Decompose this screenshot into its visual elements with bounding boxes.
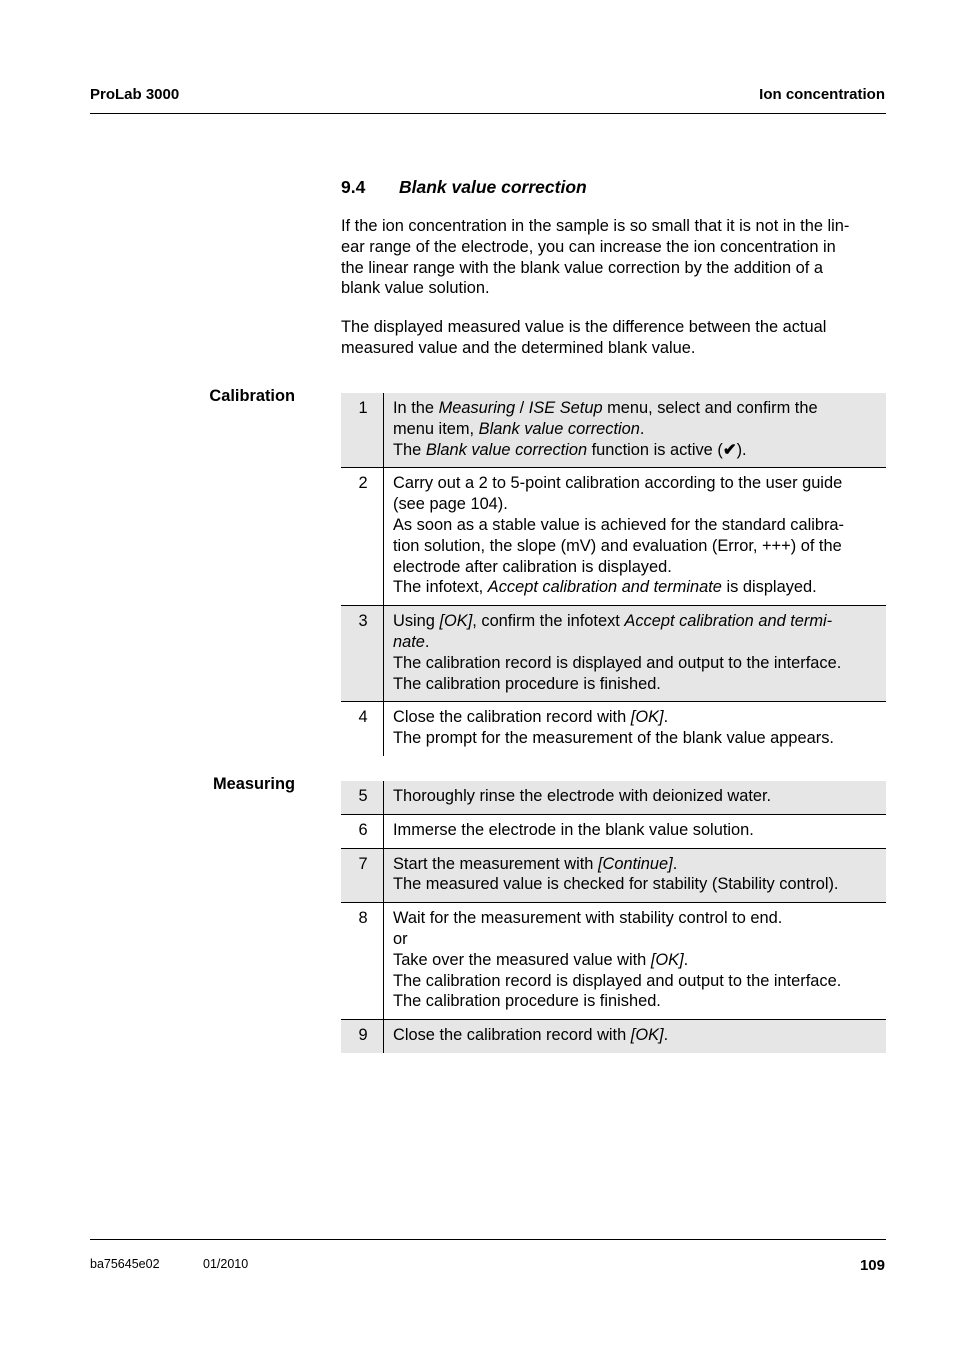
step-row xyxy=(341,701,886,756)
step-row xyxy=(341,467,886,605)
step-line xyxy=(393,854,878,875)
text-run: Start the measurement with xyxy=(393,854,598,873)
footer-doc-id: ba75645e02 xyxy=(90,1257,160,1271)
text-run: function is active ( xyxy=(587,440,723,459)
step-number: 4 xyxy=(341,702,384,756)
step-line xyxy=(393,557,878,578)
text-run: electrode after calibration is displayed. xyxy=(393,557,672,576)
header-rule xyxy=(90,113,886,114)
step-text xyxy=(384,815,886,848)
text-run: The xyxy=(393,440,426,459)
text-run: . xyxy=(663,708,669,727)
text-run: Thoroughly rinse the electrode with deionized water. xyxy=(393,787,772,805)
step-text xyxy=(384,781,886,814)
step-row xyxy=(341,1019,886,1053)
step-number: 3 xyxy=(341,606,384,701)
step-number: 2 xyxy=(341,468,384,605)
text-run: . xyxy=(663,1026,669,1045)
step-row xyxy=(341,814,886,848)
step-text xyxy=(384,468,886,605)
step-text xyxy=(384,702,886,756)
step-number: 9 xyxy=(341,1020,384,1053)
step-line xyxy=(393,728,878,749)
step-line xyxy=(393,1025,878,1046)
text-run: or xyxy=(393,929,408,948)
step-number: 8 xyxy=(341,903,384,1019)
step-text xyxy=(384,1020,886,1053)
step-row xyxy=(341,902,886,1019)
paragraph-line: blank value solution. xyxy=(341,279,490,298)
step-row xyxy=(341,848,886,903)
step-line xyxy=(393,929,878,950)
section-title: Blank value correction xyxy=(399,177,587,197)
step-line xyxy=(393,419,878,440)
text-run: Take over the measured value with xyxy=(393,950,651,969)
text-run: , confirm the infotext xyxy=(472,612,625,631)
text-run: (see page 104). xyxy=(393,495,508,514)
footer-date: 01/2010 xyxy=(203,1257,249,1271)
footer-rule xyxy=(90,1239,886,1240)
step-row xyxy=(341,393,886,467)
text-run: tion solution, the slope (mV) and evaluation (Error, +++) of the xyxy=(393,536,842,555)
text-run: . xyxy=(683,950,689,969)
text-run: Wait for the measurement with stability control to end. xyxy=(393,909,783,928)
step-line xyxy=(393,440,878,461)
text-run: The calibration procedure is finished. xyxy=(393,674,661,693)
step-line xyxy=(393,536,878,557)
step-text xyxy=(384,606,886,701)
text-run: / xyxy=(515,399,529,417)
text-run: . xyxy=(639,419,645,438)
paragraph-line: ear range of the electrode, you can increase the ion concentration in xyxy=(341,237,836,256)
calibration-steps-table xyxy=(341,393,886,756)
italic-term: ISE Setup xyxy=(528,399,603,417)
italic-term: [OK] xyxy=(439,612,473,631)
step-text xyxy=(384,849,886,903)
text-run: menu, select and confirm the xyxy=(602,399,818,417)
step-line xyxy=(393,707,878,728)
header-chapter-title: Ion concentration xyxy=(759,86,885,103)
italic-term: [OK] xyxy=(630,708,664,727)
step-line xyxy=(393,874,878,895)
text-run: The calibration record is displayed and output to the interface. xyxy=(393,971,842,990)
paragraph-line: If the ion concentration in the sample is so small that it is not in the lin- xyxy=(341,217,850,235)
text-run: menu item, xyxy=(393,419,479,438)
italic-term: Blank value correction xyxy=(425,440,588,459)
header-product-name: ProLab 3000 xyxy=(90,86,180,103)
step-text xyxy=(384,903,886,1019)
step-line xyxy=(393,820,878,841)
step-number: 7 xyxy=(341,849,384,903)
measuring-label: Measuring xyxy=(213,775,295,793)
text-run: . xyxy=(424,632,430,651)
step-line xyxy=(393,786,878,807)
step-line xyxy=(393,632,878,653)
italic-term: Blank value correction xyxy=(478,419,640,438)
calibration-label: Calibration xyxy=(209,387,295,405)
step-row xyxy=(341,605,886,701)
italic-term: Accept calibration and terminate xyxy=(487,578,722,597)
step-line xyxy=(393,398,878,419)
step-line xyxy=(393,577,878,598)
text-run: In the xyxy=(393,399,439,417)
step-line xyxy=(393,950,878,971)
italic-term: Accept calibration and termi- xyxy=(624,612,833,631)
intro-paragraph xyxy=(341,216,887,299)
text-run: ). xyxy=(736,440,747,459)
text-run: Using xyxy=(393,612,440,631)
page-number: 109 xyxy=(859,1257,885,1274)
section-number: 9.4 xyxy=(341,177,366,197)
text-run: The prompt for the measurement of the blank value appears. xyxy=(393,729,834,748)
text-run: Close the calibration record with xyxy=(393,1026,631,1045)
step-row xyxy=(341,781,886,814)
text-run: Close the calibration record with xyxy=(393,708,631,727)
step-line xyxy=(393,611,878,632)
text-run: . xyxy=(672,854,678,873)
italic-term: [OK] xyxy=(630,1026,664,1045)
step-line xyxy=(393,674,878,695)
step-text xyxy=(384,393,886,467)
step-number: 1 xyxy=(341,393,384,467)
step-number: 6 xyxy=(341,815,384,848)
step-line xyxy=(393,494,878,515)
text-run: The measured value is checked for stability (Stability control). xyxy=(393,875,839,894)
text-run: The infotext, xyxy=(393,578,488,597)
step-line xyxy=(393,653,878,674)
text-run: The calibration record is displayed and output to the interface. xyxy=(393,653,842,672)
italic-term: nate xyxy=(393,632,425,651)
step-line xyxy=(393,971,878,992)
step-line xyxy=(393,908,878,929)
step-line xyxy=(393,473,878,494)
step-line xyxy=(393,515,878,536)
step-number: 5 xyxy=(341,781,384,814)
measuring-steps-table xyxy=(341,781,886,1053)
text-run: As soon as a stable value is achieved for the standard calibra- xyxy=(393,515,844,534)
step-line xyxy=(393,991,878,1012)
paragraph-line: The displayed measured value is the difference between the actual xyxy=(341,318,827,336)
text-run: The calibration procedure is finished. xyxy=(393,992,661,1011)
paragraph-line: measured value and the determined blank value. xyxy=(341,338,696,357)
italic-term: [OK] xyxy=(650,950,684,969)
checkmark-icon: ✔ xyxy=(722,440,737,459)
text-run: is displayed. xyxy=(721,578,817,597)
italic-term: [Continue] xyxy=(597,854,673,873)
measured-value-paragraph xyxy=(341,317,887,359)
paragraph-line: the linear range with the blank value correction by the addition of a xyxy=(341,258,824,277)
text-run: Carry out a 2 to 5-point calibration according to the user guide xyxy=(393,474,843,493)
text-run: Immerse the electrode in the blank value solution. xyxy=(393,820,754,839)
italic-term: Measuring xyxy=(438,399,516,417)
